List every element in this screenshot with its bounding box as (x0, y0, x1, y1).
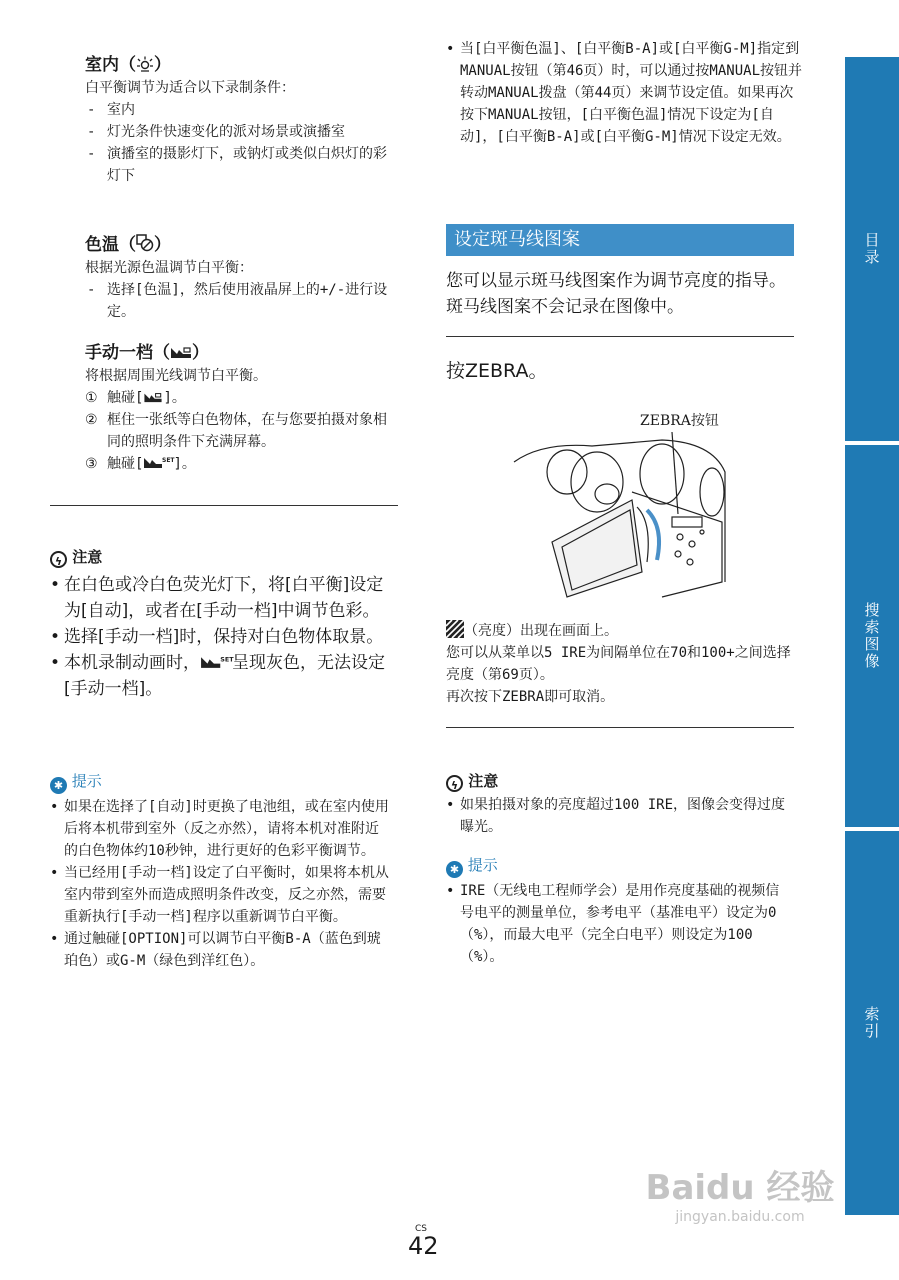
hint-item: • 通过触碰[OPTION]可以调节白平衡B-A（蓝色到琥珀色）或G-M（绿色到洋红色）。 (50, 928, 390, 972)
colortemp-section (85, 230, 395, 323)
manual-section (85, 338, 395, 475)
indoor-heading-text: 室内（ (85, 55, 136, 75)
indoor-section (85, 50, 395, 187)
onepush-icon (143, 391, 163, 403)
indoor-heading (85, 50, 395, 75)
manual-heading-text: 手动一档（ (85, 343, 170, 363)
zebra-range-text: 您可以从菜单以5 IRE为间隔单位在70和100+之间选择亮度（第69页）。 (446, 645, 791, 683)
step-text: 触碰[ (107, 456, 144, 472)
caution-icon: ϟ (446, 775, 463, 792)
section-title: 设定斑马线图案 (454, 229, 580, 250)
figure-label: ZEBRA按钮 (640, 413, 719, 429)
step-text: ]。 (163, 390, 186, 406)
tab-contents[interactable] (845, 57, 899, 441)
notes-title (50, 546, 390, 568)
note-text: 呈现灰色，无法设定[手动一档]。 (64, 653, 385, 699)
note-text: 本机录制动画时， (64, 653, 200, 673)
tab-label: 搜索图像 (862, 602, 881, 670)
svg-text:SET: SET (220, 655, 234, 664)
indoor-desc: 白平衡调节为适合以下录制条件： (85, 80, 295, 96)
colortemp-heading-close: ） (154, 235, 171, 255)
hints-title-text: 提示 (467, 856, 498, 874)
tab-label: 索引 (862, 1006, 881, 1040)
hints-title (50, 770, 390, 794)
divider (446, 336, 794, 337)
right-hints (446, 854, 792, 968)
notes-title (446, 770, 792, 792)
right-notes (446, 770, 792, 838)
manual-step (85, 453, 395, 475)
hints-title-text: 提示 (71, 772, 102, 790)
watermark (640, 1160, 840, 1225)
zebra-result (446, 620, 792, 708)
colortemp-desc: 根据光源色温调节白平衡： (85, 260, 253, 276)
zebra-cancel-text: 再次按下ZEBRA即可取消。 (446, 689, 615, 705)
camcorder-illustration (512, 432, 727, 597)
indoor-item: - 室内 (85, 99, 395, 121)
divider (50, 505, 398, 506)
notes-title-text: 注意 (72, 548, 103, 566)
left-hints (50, 770, 390, 972)
hint-item: • 如果在选择了[自动]时更换了电池组，或在室内使用后将本机带到室外（反之亦然），请将本机对准附近的白色物体约10秒钟，进行更好的色彩平衡调节。 (50, 796, 390, 862)
tab-label: 目录 (862, 232, 881, 266)
manual-button-note: • 当[白平衡色温]、[白平衡B-A]或[白平衡G-M]指定到MANUAL按钮（第46页）时，可以通过按MANUAL按钮并转动MANUAL拨盘（第44页）来调节设定值。如果再次按下MANUAL按钮，[白平衡色温]情况下设定为[自动]，[白平衡B-A]或[白平衡G-M]情况下设定无效。 (446, 38, 806, 148)
manual-desc: 将根据周围光线调节白平衡。 (85, 368, 267, 384)
tab-index[interactable] (845, 831, 899, 1215)
note-item: • 在白色或冷白色荧光灯下，将[白平衡]设定为[自动]，或者在[手动一档]中调节色彩。 (50, 572, 390, 624)
indoor-heading-close: ） (154, 55, 171, 75)
section-bar (446, 224, 794, 256)
hint-item: • IRE（无线电工程师学会）是用作亮度基础的视频信号电平的测量单位，参考电平（基准电平）设定为0（%），而最大电平（完全白电平）则设定为100（%）。 (446, 880, 792, 968)
notes-title-text: 注意 (468, 772, 499, 790)
colortemp-heading (85, 230, 395, 255)
svg-text:SET: SET (162, 457, 175, 464)
manual-heading (85, 338, 395, 363)
note-item: • 选择[手动一档]时，保持对白色物体取景。 (50, 624, 390, 650)
hint-bulb-icon: ✱ (50, 777, 67, 794)
left-notes (50, 546, 390, 702)
onepush-icon (170, 345, 192, 359)
watermark-brand: Baidu 经验 (645, 1168, 835, 1208)
manual-step (85, 409, 395, 453)
indoor-item: - 灯光条件快速变化的派对场景或演播室 (85, 121, 395, 143)
note-item: • 如果拍摄对象的亮度超过100 IRE，图像会变得过度曝光。 (446, 794, 792, 838)
colortemp-icon (136, 234, 154, 252)
hint-bulb-icon: ✱ (446, 861, 463, 878)
tab-search-images[interactable] (845, 445, 899, 827)
manual-heading-close: ） (192, 343, 209, 363)
zebra-intro: 您可以显示斑马线图案作为调节亮度的指导。斑马线图案不会记录在图像中。 (446, 271, 786, 317)
step-number: ③ (85, 456, 98, 472)
zebra-result-text: （亮度）出现在画面上。 (464, 623, 618, 639)
step-text: ]。 (173, 456, 196, 472)
onepush-set-icon (200, 654, 232, 669)
divider (446, 727, 794, 728)
manual-step (85, 387, 395, 409)
page-number: 42 (408, 1232, 439, 1260)
page-lang: CS (415, 1224, 427, 1234)
step-number: ② (85, 412, 98, 428)
onepush-set-icon (143, 455, 173, 469)
colortemp-item: - 选择[色温]，然后使用液晶屏上的+/-进行设定。 (85, 279, 395, 323)
note-item (50, 650, 390, 702)
step-number: ① (85, 390, 98, 406)
step-text: 触碰[ (107, 390, 144, 406)
step-text: 框住一张纸等白色物体，在与您要拍摄对象相同的照明条件下充满屏幕。 (107, 412, 387, 450)
hint-item: • 当已经用[手动一档]设定了白平衡时，如果将本机从室内带到室外而造成照明条件改变，反之亦然，需要重新执行[手动一档]程序以重新调节白平衡。 (50, 862, 390, 928)
caution-icon: ϟ (50, 551, 67, 568)
indoor-light-icon (136, 56, 154, 72)
zebra-step: 按ZEBRA。 (446, 360, 548, 382)
zebra-icon (446, 620, 464, 638)
watermark-url: jingyan.baidu.com (675, 1209, 805, 1225)
colortemp-heading-text: 色温（ (85, 235, 136, 255)
zebra-result-line (446, 620, 792, 642)
hints-title (446, 854, 792, 878)
indoor-item: - 演播室的摄影灯下，或钠灯或类似白炽灯的彩灯下 (85, 143, 395, 187)
